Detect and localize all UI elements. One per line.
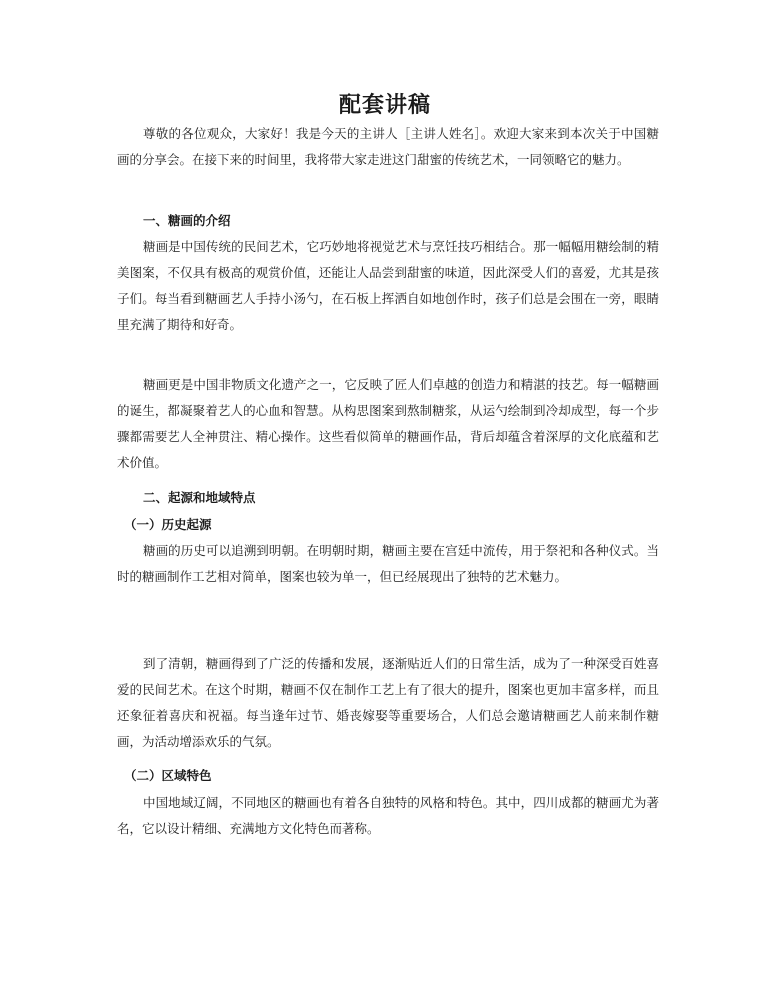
section-heading-origin: 二、起源和地域特点 (143, 490, 256, 505)
body-paragraph: 糖画的历史可以追溯到明朝。在明朝时期，糖画主要在宫廷中流传，用于祭祀和各种仪式。当时的糖画制作工艺相对简单，图案也较为单一，但已经展现出了独特的艺术魅力。 (117, 543, 659, 584)
intro-paragraph: 尊敬的各位观众，大家好！我是今天的主讲人［主讲人姓名］。欢迎大家来到本次关于中国糖画的分享会。在接下来的时间里，我将带大家走进这门甜蜜的传统艺术，一同领略它的魅力。 (117, 126, 659, 167)
body-paragraph: 糖画是中国传统的民间艺术，它巧妙地将视觉艺术与烹饪技巧相结合。那一幅幅用糖绘制的精美图案，不仅具有极高的观赏价值，还能让人品尝到甜蜜的味道，因此深受人们的喜爱，尤其是孩子们。每当看到糖画艺人手持小汤勺，在石板上挥洒自如地创作时，孩子们总是会围在一旁，眼睛里充满了期待和好奇。 (117, 239, 659, 332)
document-title: 配套讲稿 (338, 92, 431, 118)
body-paragraph: 中国地域辽阔，不同地区的糖画也有着各自独特的风格和特色。其中，四川成都的糖画尤为著名，它以设计精细、充满地方文化特色而著称。 (117, 795, 659, 836)
subsection-heading-history: （一）历史起源 (124, 517, 212, 532)
section-heading-introduction: 一、糖画的介绍 (143, 213, 231, 228)
subsection-heading-regional: （二）区域特色 (124, 768, 212, 783)
body-paragraph: 到了清朝，糖画得到了广泛的传播和发展，逐渐贴近人们的日常生活，成为了一种深受百姓喜爱的民间艺术。在这个时期，糖画不仅在制作工艺上有了很大的提升，图案也更加丰富多样，而且还象征着喜庆和祝福。每当逢年过节、婚丧嫁娶等重要场合，人们总会邀请糖画艺人前来制作糖画，为活动增添欢乐的气氛。 (117, 656, 659, 749)
body-paragraph: 糖画更是中国非物质文化遗产之一，它反映了匠人们卓越的创造力和精湛的技艺。每一幅糖画的诞生，都凝聚着艺人的心血和智慧。从构思图案到熬制糖浆，从运勺绘制到冷却成型，每一个步骤都需要艺人全神贯注、精心操作。这些看似简单的糖画作品，背后却蕴含着深厚的文化底蕴和艺术价值。 (117, 377, 659, 470)
